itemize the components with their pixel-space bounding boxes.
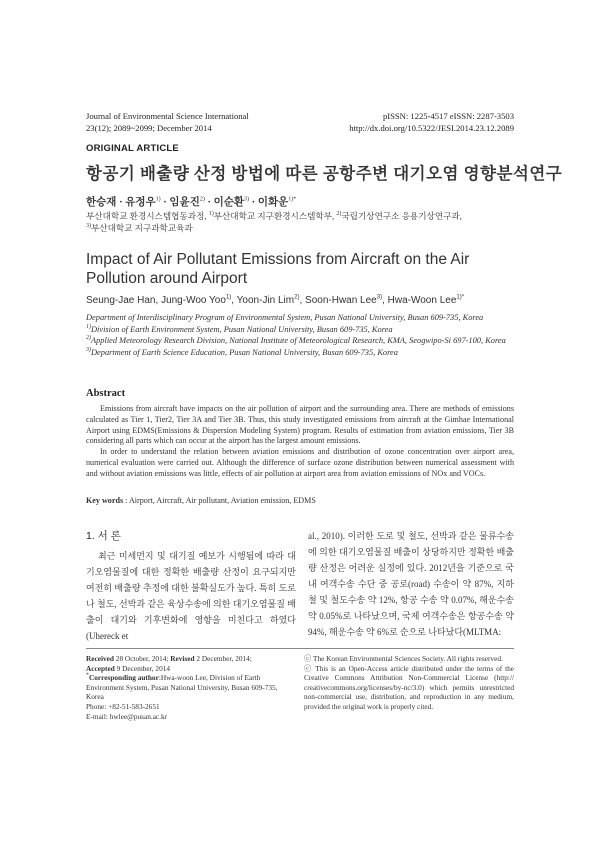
affiliation-text: 부산대학교 지구과학교육과: [91, 222, 193, 233]
section-heading: 1. 서 론: [86, 530, 121, 542]
affiliation-text: 부산대학교 환경시스템협동과정,: [86, 211, 207, 221]
author-mark: 1)*: [288, 196, 297, 203]
corresponding-author-text: :Hwa-woon Lee, Division of Earth Environment System, Pusan National University, Busan 609-735, Korea: [86, 673, 278, 702]
affiliation-mark: 2): [336, 211, 342, 218]
korean-authors: 한승재 · 유정우$^{1)}$ · 임윤진$^{2)}$ · 이순환$^{3)}$ · 이화운$^{1)*}$: [86, 196, 297, 208]
abstract-paragraph: In order to understand the relation between aviation emissions and distribution of ozone concentration over airport area, numerical evaluation were carried out. Although the difference of surface ozone distribution between numerical assessment with and without aviation emissions was little, effects of air pollution at airport area from aviation emissions of NOx and VOCs.: [86, 447, 514, 478]
affiliation: [86, 324, 516, 336]
keywords: [86, 496, 316, 505]
korean-affiliations: [86, 211, 516, 234]
author-name: Yoon-Jin Lim: [236, 295, 295, 306]
corresponding-author-label: Corresponding author: [89, 673, 159, 683]
affiliation: [86, 335, 516, 347]
affiliation-mark: 3): [86, 347, 91, 354]
author-mark: 1)*: [456, 294, 465, 301]
received-date: 28 October, 2014;: [115, 654, 169, 663]
abstract-body: [86, 404, 514, 480]
affiliation-line: [86, 211, 516, 223]
author-name: 한승재: [86, 197, 117, 208]
accepted-date: 9 December, 2014: [116, 663, 171, 673]
author-mark: 2): [294, 294, 300, 301]
affiliation: [86, 347, 516, 359]
author-mark: 1): [155, 196, 161, 203]
email: E-mail: hwlee@pusan.ac.kr: [86, 711, 168, 721]
author-mark: 3): [376, 294, 383, 301]
copyright-line: ⓒ The Korean Environmental Sciences Society. All rights reserved.: [304, 654, 503, 663]
affiliation-text: Division of Earth Environment System, Pusan National University, Busan 609-735, Korea: [91, 324, 393, 334]
revised-date: 2 December, 2014;: [196, 654, 252, 663]
author-name: 유정우: [125, 197, 156, 208]
affiliation-text: Department of Interdisciplinary Program of Environmental System, Pusan National University, Busan 609-735, Korea: [86, 313, 484, 322]
journal-name: Journal of Environmental Science International: [86, 111, 249, 121]
phone: Phone: +82-51-583-2651: [86, 701, 160, 711]
author-mark: 2): [199, 196, 205, 203]
accepted-label: Accepted: [86, 663, 115, 673]
keywords-label: Key words: [86, 496, 124, 505]
license-text: ⓒ This is an Open-Access article distributed under the terms of the Creative Commons Attribution Non-Commercial License (http:// creativecommons.org/licenses/by-nc/3.0) which permits unrestricted non-commercial use, distribution, and reproduction in any medium, provided the original work is properly cited.: [304, 663, 514, 711]
affiliation-mark: 1): [86, 323, 91, 330]
issn: pISSN: 1225-4517 eISSN: 2287-3503: [382, 111, 514, 121]
korean-title: 항공기 배출량 산정 방법에 따른 공항주변 대기오염 영향분석연구: [86, 164, 563, 183]
affiliation-text: Department of Earth Science Education, Pusan National University, Busan 609-735, Korea: [91, 348, 398, 358]
journal-identifiers: [349, 110, 514, 134]
article-type: ORIGINAL ARTICLE: [86, 143, 179, 154]
author-name: Hwa-Woon Lee: [387, 295, 457, 306]
corresponding-author: *Corresponding author:Hwa-woon Lee, Division of Earth Environment System, Pusan National University, Busan 609-735, Korea: [86, 672, 278, 702]
doi: http://dx.doi.org/10.5322/JESI.2014.23.12.2089: [349, 123, 514, 133]
affiliation: [86, 312, 516, 324]
author-name: Soon-Hwan Lee: [305, 295, 377, 306]
abstract-heading: Abstract: [86, 388, 126, 399]
author-name: Seung-Jae Han,: [86, 295, 159, 306]
body-text-left-column: 최근 미세먼지 및 대기질 예보가 시행됨에 따라 대기오염물질에 대한 정확한 배출량 산정이 요구되지만 여전히 배출량 추정에 대한 불확실도가 높다. 특히 도로나 철도, 선박과 같은 육상수송에 의한 대기오염물질 배출이 대기와 기후변화에 영향을 미친다고 하였다(Uhereck et: [86, 551, 296, 641]
author-name: Jung-Woo Yoo: [161, 295, 226, 306]
footnote-divider: [86, 648, 514, 649]
journal-issue: 23(12); 2089~2099; December 2014: [86, 123, 212, 133]
body-text-right-column: al., 2010). 이러한 도로 및 철도, 선박과 같은 물류수송에 의한 대기오염물질 배출이 상당하지만 정확한 배출량 산정은 어려운 실정에 있다. 2012년을 기준으로 국내 여객수송 수단 중 공로(road) 수송이 약 87%, 지하철 및 철도수송 약 12%, 항공 수송 약 0.07%, 해운수송 약 0.05%로 나타났으며, 국제 여객수송은 항공수송 약 94%, 해운수송 약 6%로 순으로 나타났다(MLTMA:: [308, 531, 514, 637]
author-mark: 3): [244, 196, 250, 203]
author-mark: 1): [225, 294, 232, 301]
journal-info: [86, 110, 249, 134]
received-label: Received: [86, 654, 114, 663]
author-name: 이화운: [257, 197, 289, 208]
accepted-line: [86, 664, 294, 674]
affiliation-mark: 3): [86, 222, 91, 229]
copyright-notice: [304, 654, 514, 712]
affiliation-text: 부산대학교 지구환경시스템학부,: [213, 211, 335, 221]
affiliation-text: 국립기상연구소 응용기상연구과,: [341, 211, 462, 221]
affiliation-text: Applied Meteorology Research Division, National Institute of Meteorological Research, KMA, Seogwipo-Si 697-100, Korea: [91, 336, 506, 346]
author-name: 이순환: [213, 197, 245, 208]
revised-label: Revised: [170, 654, 195, 663]
english-authors: Seung-Jae Han, Jung-Woo Yoo$^{1)}$, Yoon-Jin Lim$^{2)}$, Soon-Hwan Lee$^{3)}$, Hwa-Woon Lee$^{1)*}$: [86, 294, 465, 306]
abstract-paragraph: Emissions from aircraft have impacts on the air pollution of airport and the surrounding area. There are methods of emissions calculated as Tier 1, Tier2, Tier 3A and Tier 3B. Thus, this study investigated emissions from aircraft at the Gimhae International Airport using EDMS(Emissions & Dispersion Modeling System) program. Results of estimation from aviation emissions, Tier 3B considering all parts which can occur at the airport has the largest amount emissions.: [86, 404, 514, 446]
english-title: Impact of Air Pollutant Emissions from Aircraft on the Air Pollution around Airport: [86, 251, 470, 287]
affiliation-mark: 1): [208, 211, 214, 218]
affiliation-mark: 2): [86, 335, 91, 342]
article-history: [86, 654, 294, 721]
history-dates: [86, 654, 294, 664]
english-affiliations: [86, 312, 516, 359]
affiliation-line: [86, 223, 516, 235]
author-name: 임윤진: [169, 197, 200, 208]
keywords-text: : Airport, Aircraft, Air pollutant, Aviation emission, EDMS: [125, 496, 316, 505]
